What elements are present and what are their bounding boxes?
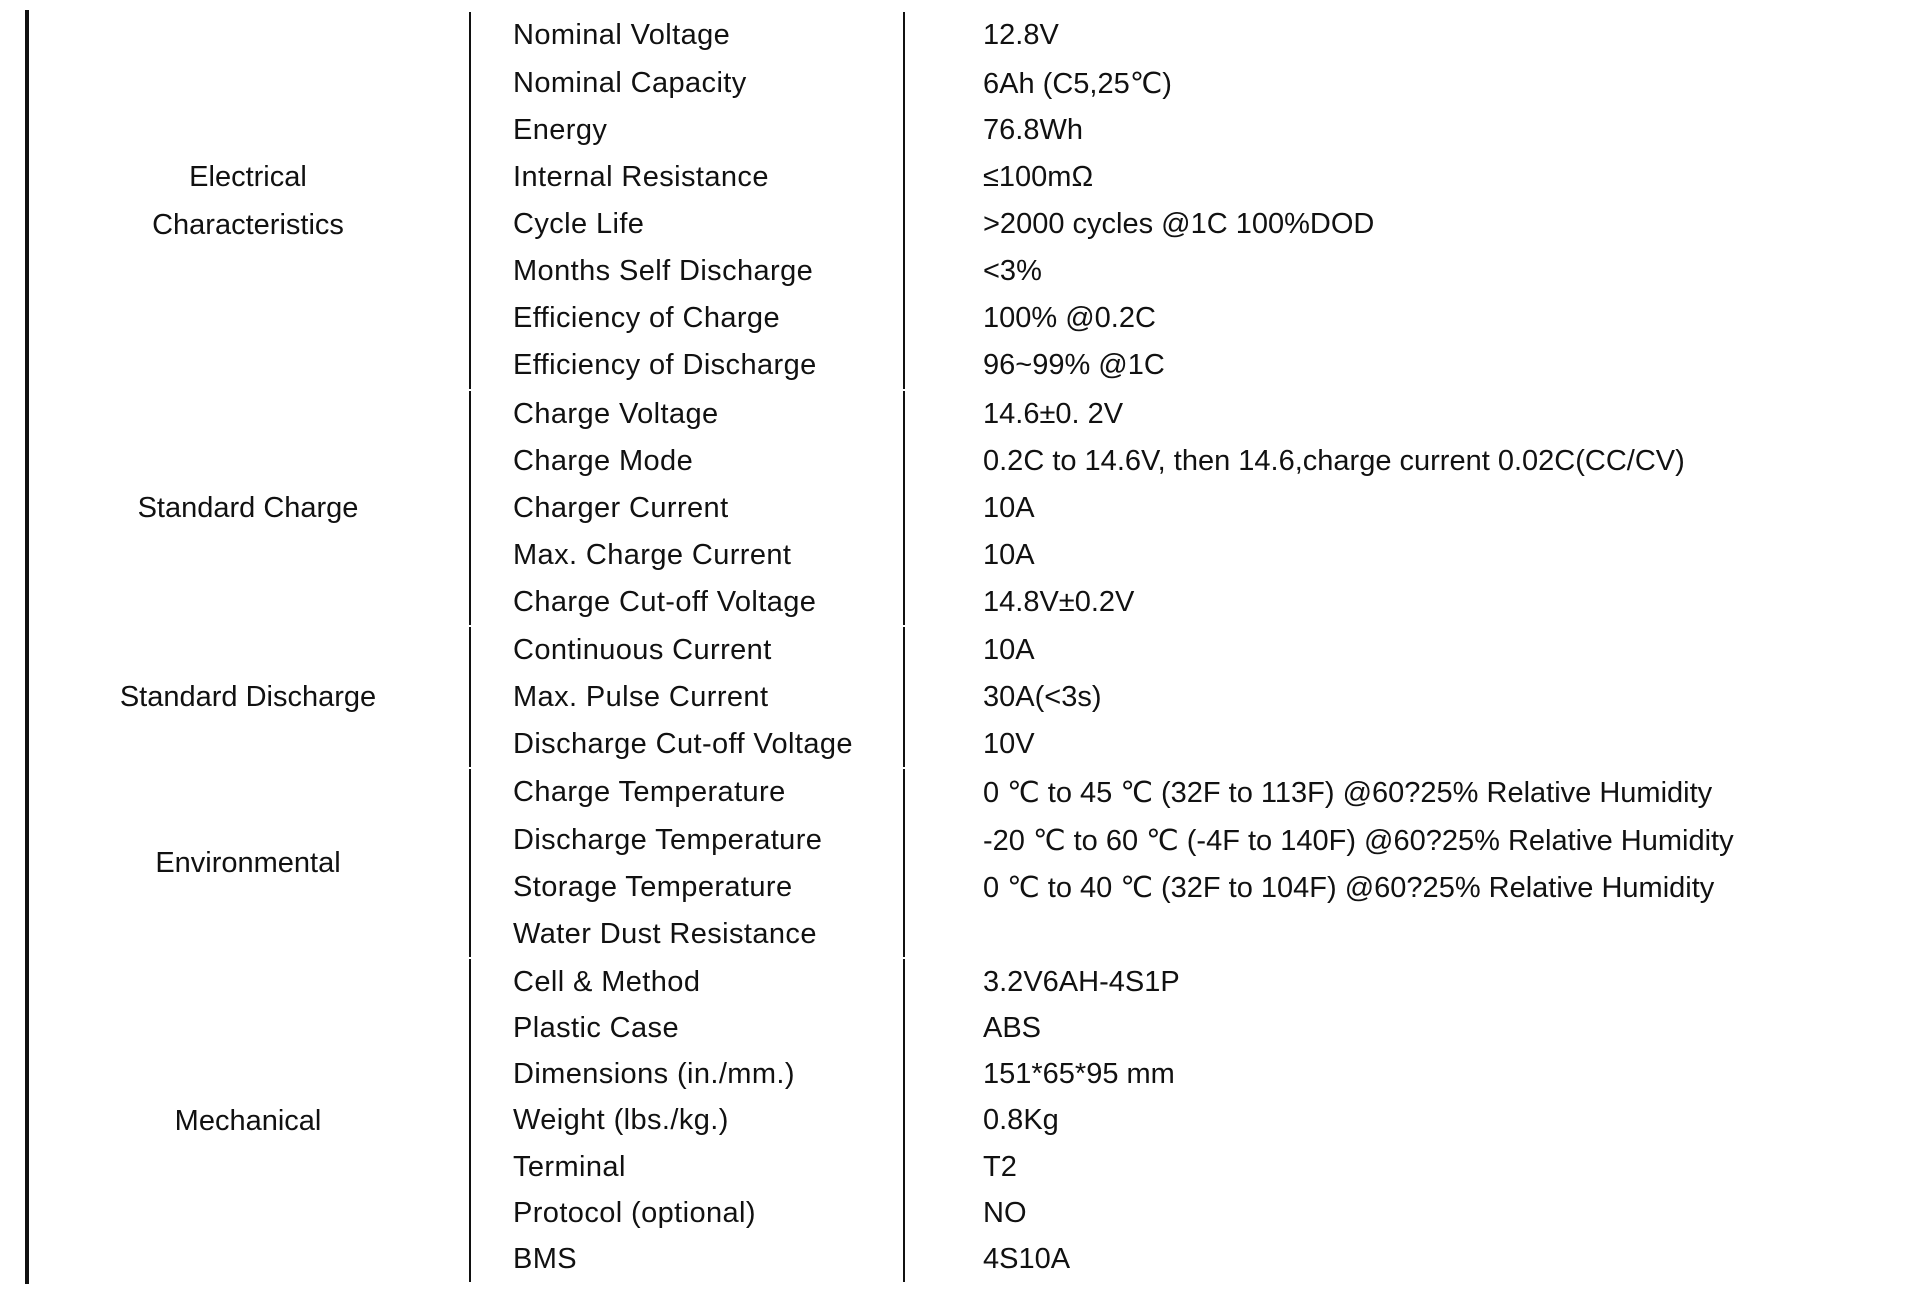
parameter-value: 14.8V±0.2V (983, 585, 1135, 618)
parameter-name: Energy (513, 113, 608, 146)
parameter-value: 0.2C to 14.6V, then 14.6,charge current 0.02C(CC/CV) (983, 445, 1685, 478)
parameter-value: 12.8V (983, 19, 1059, 52)
parameter-name: Storage Temperature (513, 870, 793, 903)
parameter-name: Max. Charge Current (513, 538, 792, 571)
parameter-name: Weight (lbs./kg.) (513, 1104, 729, 1137)
parameter-value: -20 ℃ to 60 ℃ (-4F to 140F) @60?25% Relative Humidity (983, 824, 1734, 857)
parameter-name: Nominal Voltage (513, 19, 731, 52)
parameter-name: Internal Resistance (513, 160, 769, 193)
parameter-name: Months Self Discharge (513, 255, 814, 288)
parameter-name: Plastic Case (513, 1012, 679, 1045)
group-standard-charge (25, 389, 1685, 627)
parameter-name: Charge Mode (513, 445, 694, 478)
parameter-name: Efficiency of Discharge (513, 349, 817, 382)
parameter-value: 3.2V6AH-4S1P (983, 965, 1180, 998)
parameter-name: Terminal (513, 1150, 626, 1183)
parameter-value: 0 ℃ to 40 ℃ (32F to 104F) @60?25% Relative Humidity (983, 871, 1715, 904)
parameter-name: Charger Current (513, 491, 729, 524)
column-divider (469, 391, 471, 625)
parameter-name: Charge Voltage (513, 397, 719, 430)
group-label: Electrical Characteristics (152, 160, 344, 241)
column-divider (903, 627, 905, 767)
parameter-name: Charge Cut-off Voltage (513, 585, 817, 618)
parameter-value: <3% (983, 255, 1042, 288)
parameter-value: ≤100mΩ (983, 160, 1094, 193)
parameter-value: 0.8Kg (983, 1104, 1059, 1137)
parameter-value: T2 (983, 1150, 1017, 1183)
parameter-value: 100% @0.2C (983, 302, 1156, 335)
parameter-value: 96~99% @1C (983, 349, 1165, 382)
parameter-value: 10V (983, 727, 1035, 760)
parameter-name: Efficiency of Charge (513, 302, 780, 335)
parameter-name: Water Dust Resistance (513, 917, 817, 950)
group-label: Mechanical (174, 1104, 322, 1137)
group-label: Standard Discharge (119, 681, 377, 713)
column-divider (469, 627, 471, 767)
parameter-value: ABS (983, 1012, 1042, 1045)
group-mechanical (25, 957, 1180, 1284)
spec-table (25, 10, 1893, 1284)
parameter-name: Continuous Current (513, 633, 772, 666)
parameter-value: 14.6±0. 2V (983, 397, 1124, 430)
column-divider (469, 769, 471, 957)
parameter-name: Max. Pulse Current (513, 680, 769, 713)
parameter-name: Nominal Capacity (513, 66, 747, 99)
parameter-name: Cell & Method (513, 965, 701, 998)
column-divider (903, 12, 905, 389)
parameter-value: 10A (983, 491, 1035, 524)
column-divider (469, 12, 471, 389)
parameter-value: 6Ah (C5,25℃) (983, 67, 1172, 100)
parameter-name: Charge Temperature (513, 776, 786, 808)
parameter-name: BMS (513, 1242, 578, 1275)
parameter-value: 76.8Wh (983, 113, 1083, 146)
group-environmental (25, 767, 1734, 959)
group-standard-discharge (25, 625, 1102, 769)
parameter-value: 0 ℃ to 45 ℃ (32F to 113F) @60?25% Relative Humidity (983, 777, 1713, 809)
parameter-value: 4S10A (983, 1242, 1071, 1275)
parameter-value: 30A(<3s) (983, 680, 1102, 713)
group-label: Environmental (155, 847, 341, 879)
parameter-name: Discharge Cut-off Voltage (513, 727, 853, 760)
parameter-name: Protocol (optional) (513, 1196, 756, 1229)
parameter-name: Discharge Temperature (513, 823, 823, 856)
parameter-value: 10A (983, 633, 1035, 666)
column-divider (469, 959, 471, 1282)
parameter-name: Cycle Life (513, 208, 645, 241)
column-divider (903, 769, 905, 957)
group-electrical (25, 10, 1375, 391)
parameter-value: 151*65*95 mm (983, 1058, 1175, 1091)
parameter-value: >2000 cycles @1C 100%DOD (983, 208, 1375, 241)
parameter-value: NO (983, 1196, 1027, 1229)
parameter-value: 10A (983, 538, 1035, 571)
group-label: Standard Charge (137, 492, 359, 524)
column-divider (903, 391, 905, 625)
parameter-name: Dimensions (in./mm.) (513, 1058, 795, 1091)
column-divider (903, 959, 905, 1282)
